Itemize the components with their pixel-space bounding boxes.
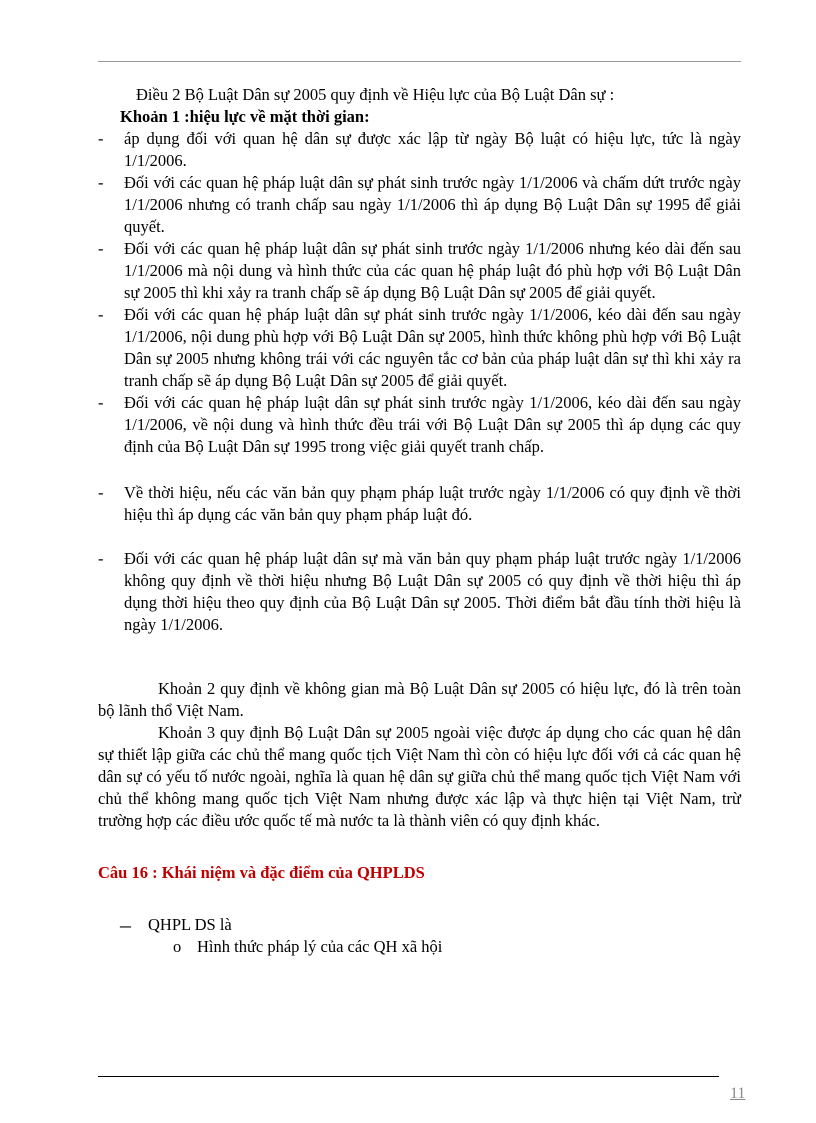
- article-intro: Điều 2 Bộ Luật Dân sự 2005 quy định về Hiệu lực của Bộ Luật Dân sự :: [136, 85, 615, 104]
- dash-marker: -: [98, 305, 104, 324]
- sub-list-item-text: Hình thức pháp lý của các QH xã hội: [197, 937, 443, 956]
- list-item: [98, 172, 741, 238]
- list-item: [98, 482, 741, 526]
- dash-marker: -: [98, 393, 104, 412]
- khoan2-paragraph: Khoản 2 quy định về không gian mà Bộ Luật Dân sự 2005 có hiệu lực, đó là trên toàn bộ lãnh thổ Việt Nam.: [98, 679, 741, 720]
- bullet-text: Đối với các quan hệ pháp luật dân sự phát sinh trước ngày 1/1/2006, kéo dài đến sau ngày 1/1/2006, về nội dung và hình thức đều trái với Bộ Luật Dân sự 2005 thì áp dụng các quy định của Bộ Luật Dân sự 1995 trong việc giải quyết tranh chấp.: [124, 393, 741, 456]
- dash-marker: -: [98, 173, 104, 192]
- list-item: [98, 392, 741, 458]
- bullet-text: Đối với các quan hệ pháp luật dân sự mà văn bản quy phạm pháp luật trước ngày 1/1/2006 không quy định về thời hiệu nhưng Bộ Luật Dân sự 2005 có quy định về thời hiệu thì áp dụng thời hiệu theo quy định của Bộ Luật Dân sự 2005. Thời điểm bắt đầu tính thời hiệu là ngày 1/1/2006.: [124, 549, 741, 634]
- dash-marker: -: [98, 549, 104, 568]
- list-item: [98, 914, 741, 936]
- page-number: 11: [730, 1085, 746, 1102]
- list-item: [98, 238, 741, 304]
- sub-list-item: [173, 936, 741, 958]
- bullet-text: Đối với các quan hệ pháp luật dân sự phát sinh trước ngày 1/1/2006 và chấm dứt trước ngày 1/1/2006 nhưng có tranh chấp sau ngày 1/1/2006 thì áp dụng Bộ Luật Dân sự 1995 để giải quyết.: [124, 173, 741, 236]
- circle-marker: o: [173, 937, 182, 956]
- dash-marker: -: [98, 483, 104, 502]
- list-item: [98, 128, 741, 172]
- dash-marker: -: [98, 239, 104, 258]
- bullet-text: Về thời hiệu, nếu các văn bản quy phạm pháp luật trước ngày 1/1/2006 có quy định về thời hiệu thì áp dụng các văn bản quy phạm pháp luật đó.: [124, 483, 741, 524]
- dash-marker: -: [98, 129, 104, 148]
- khoan1-heading: Khoản 1 :hiệu lực về mặt thời gian:: [120, 107, 370, 126]
- question-16-title: Câu 16 : Khái niệm và đặc điểm của QHPLDS: [98, 863, 425, 882]
- list-item-text: QHPL DS là: [148, 915, 232, 934]
- dash-marker: –: [120, 912, 131, 937]
- khoan3-paragraph: Khoản 3 quy định Bộ Luật Dân sự 2005 ngoài việc được áp dụng cho các quan hệ dân sự thiết lập giữa các chủ thể mang quốc tịch Việt Nam thì còn có hiệu lực đối với cả các quan hệ dân sự có yếu tố nước ngoài, nghĩa là quan hệ dân sự giữa chủ thể mang quốc tịch Việt Nam với chủ thể không mang quốc tịch Việt Nam nhưng được xác lập và thực hiện tại Việt Nam, trừ trường hợp các điều ước quốc tế mà nước ta là thành viên có quy định khác.: [98, 723, 741, 830]
- header-rule: [98, 61, 741, 62]
- list-item: [98, 304, 741, 392]
- bullet-text: Đối với các quan hệ pháp luật dân sự phát sinh trước ngày 1/1/2006, kéo dài đến sau ngày 1/1/2006, nội dung phù hợp với Bộ Luật Dân sự 2005, hình thức không phù hợp với Bộ Luật Dân sự 2005 nhưng không trái với các nguyên tắc cơ bản của pháp luật dân sự thì khi xảy ra tranh chấp sẽ áp dụng Bộ Luật Dân sự 2005 để giải quyết.: [124, 305, 741, 390]
- document-body: [98, 84, 741, 958]
- bullet-text: Đối với các quan hệ pháp luật dân sự phát sinh trước ngày 1/1/2006 nhưng kéo dài đến sau 1/1/2006 mà nội dung và hình thức của các quan hệ pháp luật đó phù hợp với Bộ Luật Dân sự 2005 thì khi xảy ra tranh chấp sẽ áp dụng Bộ Luật Dân sự 2005 để giải quyết.: [124, 239, 741, 302]
- footer-rule: [98, 1076, 719, 1077]
- list-item: [98, 548, 741, 636]
- bullet-text: áp dụng đối với quan hệ dân sự được xác lập từ ngày Bộ luật có hiệu lực, tức là ngày 1/1/2006.: [124, 129, 741, 170]
